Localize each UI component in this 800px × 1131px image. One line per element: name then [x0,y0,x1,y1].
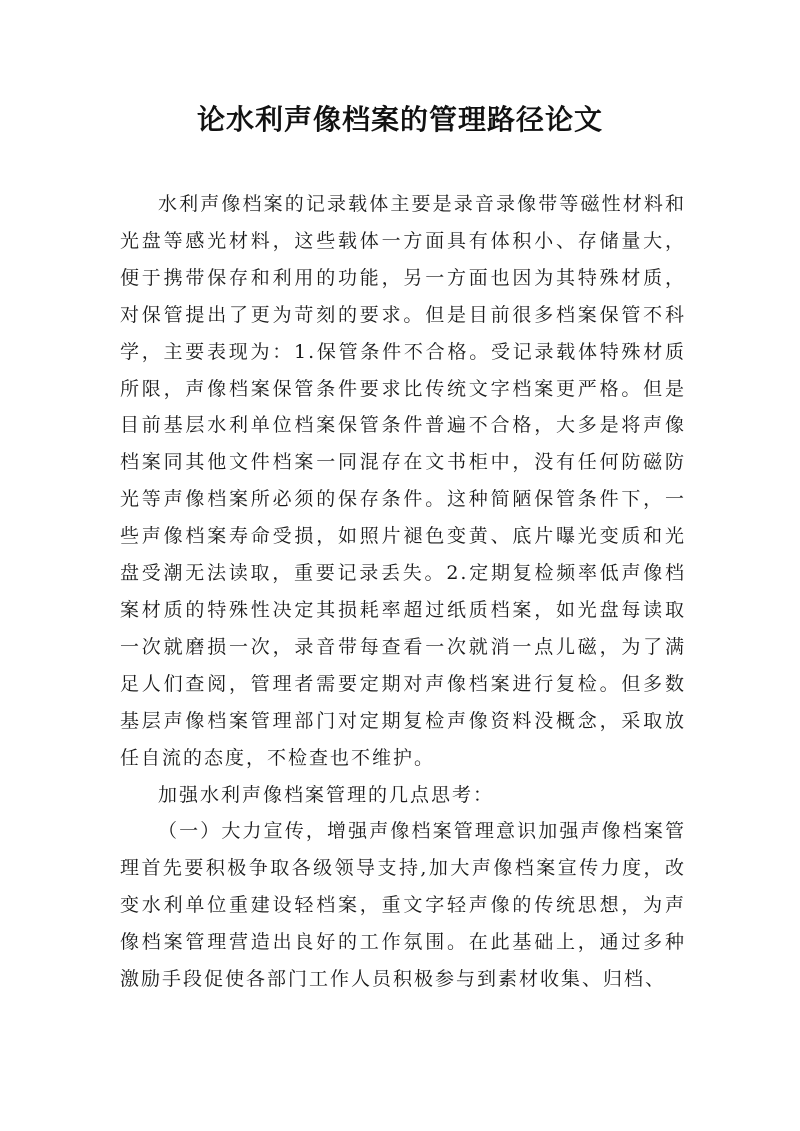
paragraph-publicity: （一）大力宣传，增强声像档案管理意识加强声像档案管理首先要积极争取各级领导支持,加大声像档案宣传力度，改变水利单位重建设轻档案，重文字轻声像的传统思想，为声像档案管理营造出良好的工作氛围。在此基础上，通过多种激励手段促使各部门工作人员积极参与到素材收集、归档、 [120,820,686,991]
document-title: 论水利声像档案的管理路径论文 [196,103,603,136]
paragraph-reflections-heading: 加强水利声像档案管理的几点思考： [158,783,495,806]
paragraph-storage-issues: 水利声像档案的记录载体主要是录音录像带等磁性材料和光盘等感光材料，这些载体一方面具有体积小、存储量大，便于携带保存和利用的功能，另一方面也因为其特殊材质，对保管提出了更为苛刻的要求。但是目前很多档案保管不科学，主要表现为：1.保管条件不合格。受记录载体特殊材质所限，声像档案保管条件要求比传统文字档案更严格。但是目前基层水利单位档案保管条件普遍不合格，大多是将声像档案同其他文件档案一同混存在文书柜中，没有任何防磁防光等声像档案所必须的保存条件。这种简陋保管条件下，一些声像档案寿命受损，如照片褪色变黄、底片曝光变质和光盘受潮无法读取，重要记录丢失。2.定期复检频率低声像档案材质的特殊性决定其损耗率超过纸质档案，如光盘每读取一次就磨损一次，录音带每查看一次就消一点儿磁，为了满足人们查阅，管理者需要定期对声像档案进行复检。但多数基层声像档案管理部门对定期复检声像资料没概念，采取放任自流的态度，不检查也不维护。 [120,193,686,769]
document-body [120,186,686,998]
